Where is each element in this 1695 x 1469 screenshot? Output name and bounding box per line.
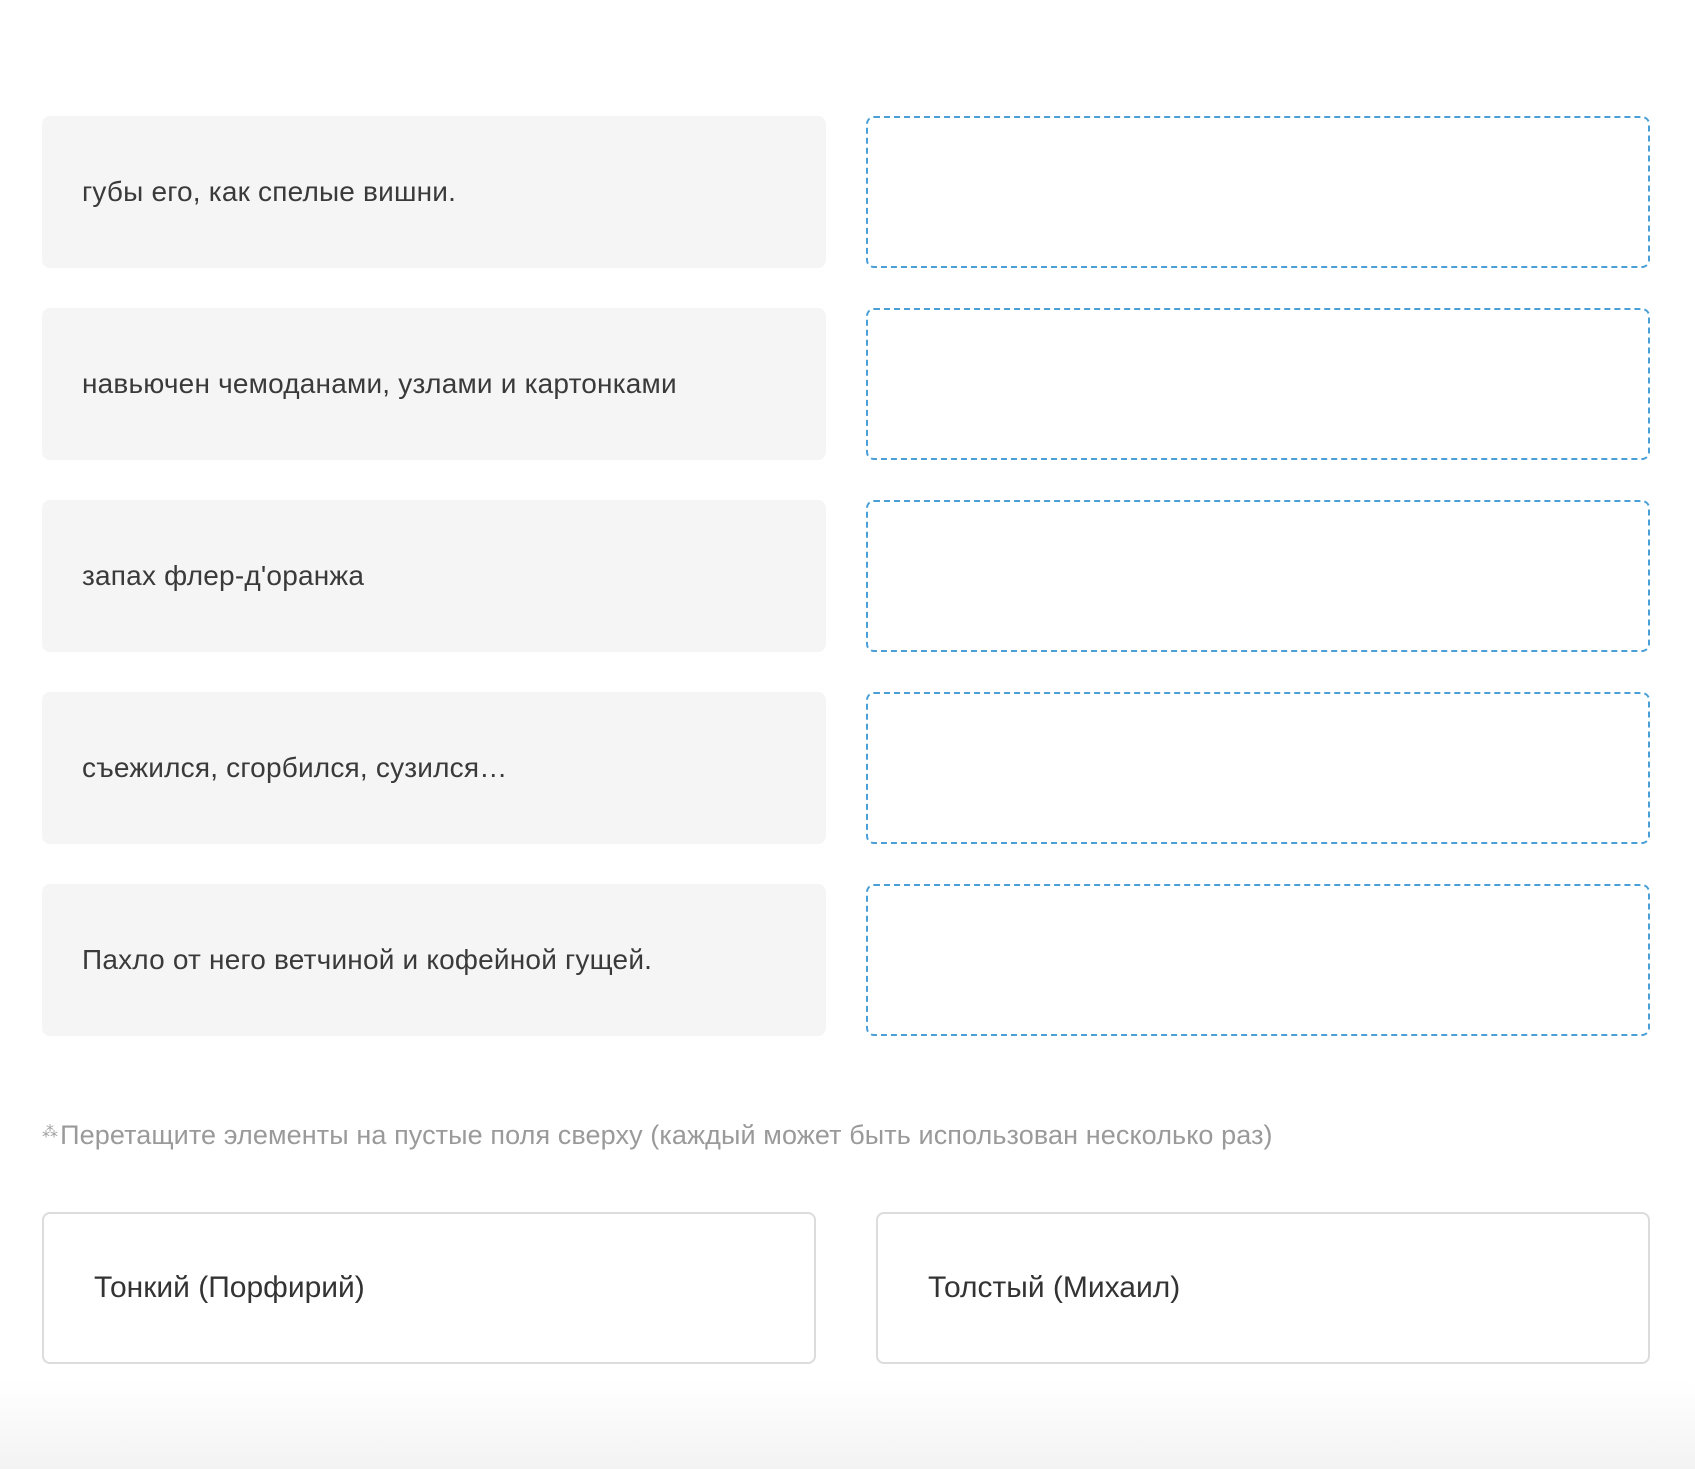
draggable-option-thin[interactable] — [42, 1212, 816, 1364]
drop-zone[interactable] — [866, 116, 1650, 268]
draggable-option-fat[interactable] — [876, 1212, 1650, 1364]
drop-zone[interactable] — [866, 500, 1650, 652]
matching-row — [42, 884, 1650, 1036]
option-label: Толстый (Михаил) — [928, 1271, 1181, 1304]
matching-row — [42, 500, 1650, 652]
prompt-text: губы его, как спелые вишни. — [82, 176, 457, 207]
drag-hint — [42, 1120, 1273, 1151]
prompt-card — [42, 500, 826, 652]
drop-zone[interactable] — [866, 692, 1650, 844]
matching-row — [42, 116, 1650, 268]
prompt-text: запах флер-д'оранжа — [82, 560, 365, 591]
prompt-card — [42, 308, 826, 460]
matching-row — [42, 692, 1650, 844]
prompt-text: съежился, сгорбился, сузился… — [82, 752, 508, 783]
prompt-card — [42, 116, 826, 268]
draggable-options — [42, 1212, 1650, 1364]
hint-text: Перетащите элементы на пустые поля сверху (каждый может быть использован несколько раз) — [60, 1120, 1273, 1150]
prompt-text: навьючен чемоданами, узлами и картонками — [82, 368, 677, 399]
option-label: Тонкий (Порфирий) — [94, 1271, 365, 1304]
drop-zone[interactable] — [866, 884, 1650, 1036]
matching-row — [42, 308, 1650, 460]
prompt-card — [42, 692, 826, 844]
prompt-text: Пахло от него ветчиной и кофейной гущей. — [82, 944, 653, 975]
matching-rows — [42, 116, 1650, 1076]
drop-zone[interactable] — [866, 308, 1650, 460]
hint-asterisk-icon: ⁂ — [42, 1124, 59, 1141]
prompt-card — [42, 884, 826, 1036]
